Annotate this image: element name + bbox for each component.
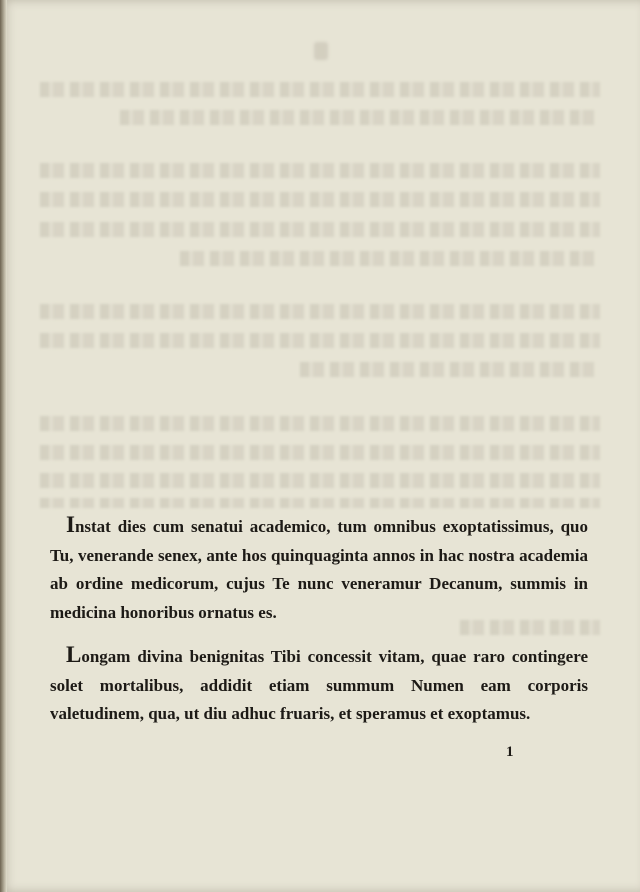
show-through-line [40,473,600,488]
show-through-line [300,362,600,377]
paragraph-1 [50,511,588,627]
show-through-line [40,498,600,508]
show-through-line [120,110,600,125]
show-through-line [40,222,600,237]
paragraph-1-initial: I [66,512,75,537]
show-through-folio [314,42,328,60]
page-number: 1 [506,744,514,760]
show-through-line [180,251,600,266]
show-through-line [40,416,600,431]
paragraph-2-initial: L [66,642,82,667]
show-through-line [40,192,600,207]
show-through-line [40,445,600,460]
show-through-line [40,333,600,348]
paragraph-1-text: nstat dies cum senatui academico, tum omnibus exoptatissimus, quo Tu, venerande senex, ante hos quinquaginta annos in hac nostra academia ab ordine medicorum, cujus Te nunc veneramur Decanum, summis in medicina honoribus ornatus es. [50,517,588,622]
show-through-line [40,82,600,97]
show-through-line [40,304,600,319]
show-through-line [40,163,600,178]
paragraph-2 [50,641,588,729]
paragraph-2-text: ongam divina benignitas Tibi concessit vitam, quae raro contingere solet mortalibus, addidit etiam summum Numen eam corporis valetudinem, qua, ut diu adhuc fruaris, et speramus et exoptamus. [50,647,588,723]
page-gutter-shadow [0,0,7,892]
